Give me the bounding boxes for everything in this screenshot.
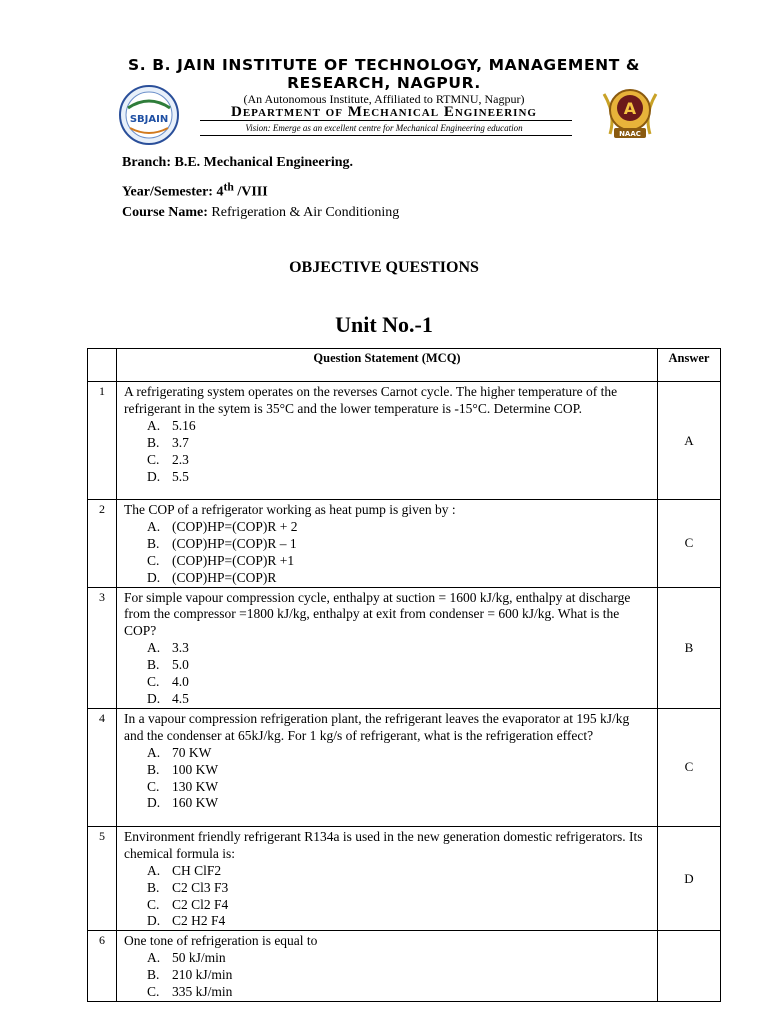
question-statement-cell: [117, 826, 658, 930]
option-letter: B.: [147, 535, 160, 551]
question-statement-cell: [117, 587, 658, 708]
answer-cell: B: [658, 587, 721, 708]
option-text: 5.5: [172, 468, 189, 484]
option-text: 130 KW: [172, 778, 219, 794]
option-item: [124, 418, 651, 435]
unit-title: Unit No.-1: [335, 312, 433, 337]
option-letter: B.: [147, 761, 160, 777]
option-text: C2 Cl2 F4: [172, 896, 229, 912]
option-letter: C.: [147, 451, 160, 467]
question-text: Environment friendly refrigerant R134a is used in the new generation domestic refrigerators. Its chemical formula is:: [124, 828, 643, 861]
answer-cell: C: [658, 708, 721, 826]
question-statement-cell: [117, 382, 658, 500]
question-number: 1: [88, 382, 117, 500]
answer-cell: C: [658, 500, 721, 588]
option-letter: A.: [147, 862, 161, 878]
option-letter: D.: [147, 690, 161, 706]
option-item: [124, 553, 651, 570]
year-label: Year/Semester: 4: [122, 184, 224, 200]
branch-line: [122, 155, 353, 171]
question-statement-cell: [117, 500, 658, 588]
header-number-cell: [88, 349, 117, 382]
option-text: 160 KW: [172, 795, 219, 811]
section-title: OBJECTIVE QUESTIONS: [289, 259, 479, 276]
option-letter: C.: [147, 674, 160, 690]
option-item: [124, 536, 651, 553]
vision-statement: Vision: Emerge as an excellent centre for Mechanical Engineering education: [245, 123, 523, 133]
question-statement-cell: [117, 708, 658, 826]
option-text: (COP)HP=(COP)R – 1: [172, 535, 297, 551]
option-item: [124, 674, 651, 691]
header-answer: Answer: [658, 349, 721, 382]
option-item: [124, 913, 651, 930]
option-item: [124, 657, 651, 674]
option-text: 4.5: [172, 690, 189, 706]
question-number: 6: [88, 931, 117, 1002]
year-superscript: th: [223, 180, 234, 193]
option-text: 4.0: [172, 674, 189, 690]
question-text: One tone of refrigeration is equal to: [124, 933, 318, 949]
option-item: [124, 570, 651, 587]
naac-logo-icon: [598, 84, 662, 142]
option-item: [124, 745, 651, 762]
option-letter: C.: [147, 984, 160, 1000]
year-semester-line: [122, 180, 268, 201]
table-row: [88, 708, 721, 826]
option-item: [124, 519, 651, 536]
logo-right-text: NAAC: [619, 130, 641, 138]
mcq-table: [87, 348, 721, 1002]
option-letter: C.: [147, 778, 160, 794]
question-statement-cell: [117, 931, 658, 1002]
option-text: 3.3: [172, 640, 189, 656]
option-letter: A.: [147, 518, 161, 534]
mcq-table-body: [88, 382, 721, 1002]
option-item: [124, 967, 651, 984]
option-text: 210 kJ/min: [172, 967, 233, 983]
option-text: 100 KW: [172, 761, 219, 777]
option-item: [124, 691, 651, 708]
option-item: [124, 795, 651, 812]
branch-value: B.E. Mechanical Engineering.: [174, 155, 353, 170]
question-text: For simple vapour compression cycle, enthalpy at suction = 1600 kJ/kg, enthalpy at discharge from the compressor =1800 kJ/kg, enthalpy at exit from condenser = 600 kJ/kg. What is the COP?: [124, 589, 631, 639]
department-name: Department of Mechanical Engineering: [231, 104, 537, 120]
question-number: 4: [88, 708, 117, 826]
question-text: The COP of a refrigerator working as heat pump is given by :: [124, 502, 456, 517]
question-number: 5: [88, 826, 117, 930]
option-text: 5.16: [172, 417, 196, 433]
option-letter: A.: [147, 417, 161, 433]
option-text: 5.0: [172, 657, 189, 673]
option-item: [124, 984, 651, 1001]
option-letter: A.: [147, 950, 161, 966]
option-letter: C.: [147, 552, 160, 568]
option-letter: C.: [147, 896, 160, 912]
answer-cell: D: [658, 826, 721, 930]
option-text: 2.3: [172, 451, 189, 467]
option-item: [124, 452, 651, 469]
institute-name-line1: S. B. JAIN INSTITUTE OF TECHNOLOGY, MANAGEMENT &: [127, 56, 641, 74]
option-letter: B.: [147, 967, 160, 983]
sbjain-logo-icon: [118, 84, 180, 146]
branch-label: Branch:: [122, 155, 175, 170]
table-row: [88, 931, 721, 1002]
answer-cell: [658, 931, 721, 1002]
option-letter: B.: [147, 879, 160, 895]
header-rule-bottom: [200, 135, 572, 136]
course-label: Course Name:: [122, 205, 208, 220]
option-item: [124, 950, 651, 967]
question-text: A refrigerating system operates on the reverses Carnot cycle. The higher temperature of the refrigerant in the sytem is 35°C and the lower temperature is -15°C. Determine COP.: [124, 384, 618, 416]
option-text: C2 Cl3 F3: [172, 879, 229, 895]
course-value: Refrigeration & Air Conditioning: [207, 205, 400, 220]
answer-cell: A: [658, 382, 721, 500]
option-letter: D.: [147, 569, 161, 585]
option-text: (COP)HP=(COP)R + 2: [172, 518, 298, 534]
table-row: [88, 500, 721, 588]
option-letter: B.: [147, 657, 160, 673]
logo-right-letter: A: [623, 99, 637, 118]
course-line: [122, 205, 399, 221]
question-number: 3: [88, 587, 117, 708]
table-row: [88, 587, 721, 708]
option-letter: B.: [147, 434, 160, 450]
option-item: [124, 469, 651, 486]
option-text: 3.7: [172, 434, 189, 450]
option-letter: D.: [147, 468, 161, 484]
option-text: CH ClF2: [172, 862, 222, 878]
option-text: (COP)HP=(COP)R: [172, 569, 277, 585]
option-text: 335 kJ/min: [172, 984, 233, 1000]
option-item: [124, 863, 651, 880]
option-letter: A.: [147, 640, 161, 656]
option-item: [124, 779, 651, 796]
option-text: C2 H2 F4: [172, 913, 226, 929]
option-letter: D.: [147, 913, 161, 929]
question-number: 2: [88, 500, 117, 588]
option-letter: A.: [147, 744, 161, 760]
option-item: [124, 435, 651, 452]
option-text: 50 kJ/min: [172, 950, 226, 966]
option-text: 70 KW: [172, 744, 212, 760]
option-text: (COP)HP=(COP)R +1: [172, 552, 295, 568]
option-item: [124, 762, 651, 779]
affiliation: (An Autonomous Institute, Affiliated to RTMNU, Nagpur): [243, 92, 525, 106]
option-item: [124, 897, 651, 914]
year-value: /VIII: [233, 184, 268, 200]
option-item: [124, 640, 651, 657]
table-row: [88, 826, 721, 930]
option-letter: D.: [147, 795, 161, 811]
option-item: [124, 880, 651, 897]
header-statement: Question Statement (MCQ): [117, 349, 658, 382]
table-row: [88, 382, 721, 500]
logo-left-text: SBJAIN: [129, 114, 169, 125]
institute-name-line2: RESEARCH, NAGPUR.: [287, 74, 481, 92]
question-text: In a vapour compression refrigeration plant, the refrigerant leaves the evaporator at 195 kJ/kg and the condenser at 65kJ/kg. For 1 kg/s of refrigerant, what is the refrigeration effect?: [124, 710, 630, 743]
